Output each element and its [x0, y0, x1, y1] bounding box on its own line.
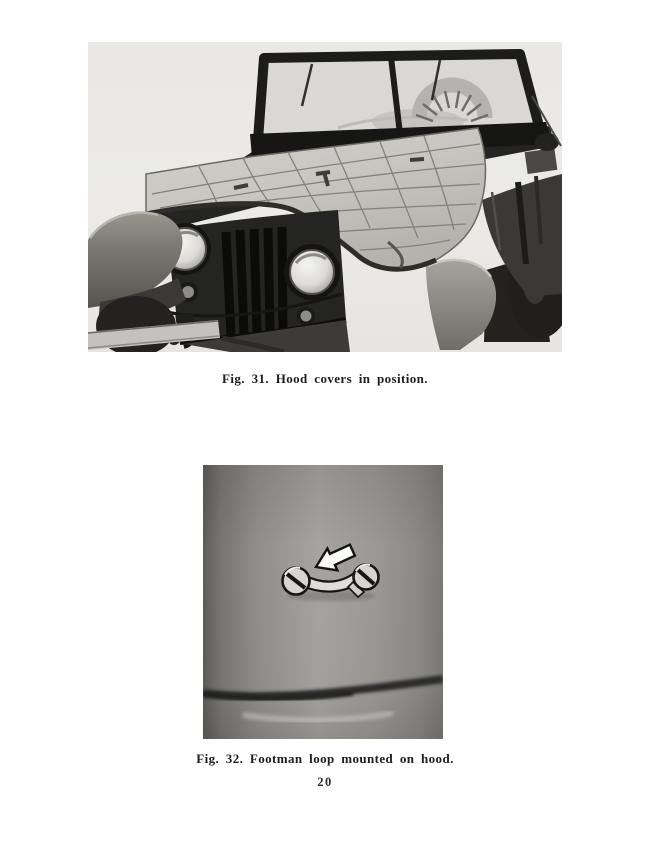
footman-loop-illustration: [203, 465, 443, 739]
blackout-lamp-right: [297, 307, 315, 325]
jeep-hood-cover-illustration: [88, 42, 562, 352]
screw-left: [283, 568, 310, 595]
figure-32-caption: Fig. 32. Footman loop mounted on hood.: [196, 751, 454, 766]
page-number: 20: [317, 775, 333, 789]
figure-31-caption: Fig. 31. Hood covers in position.: [222, 371, 428, 386]
screw-right: [354, 565, 379, 590]
figure-31-photo: [88, 42, 562, 352]
figure-32-photo: [203, 465, 443, 739]
headlight-right: [284, 244, 340, 300]
